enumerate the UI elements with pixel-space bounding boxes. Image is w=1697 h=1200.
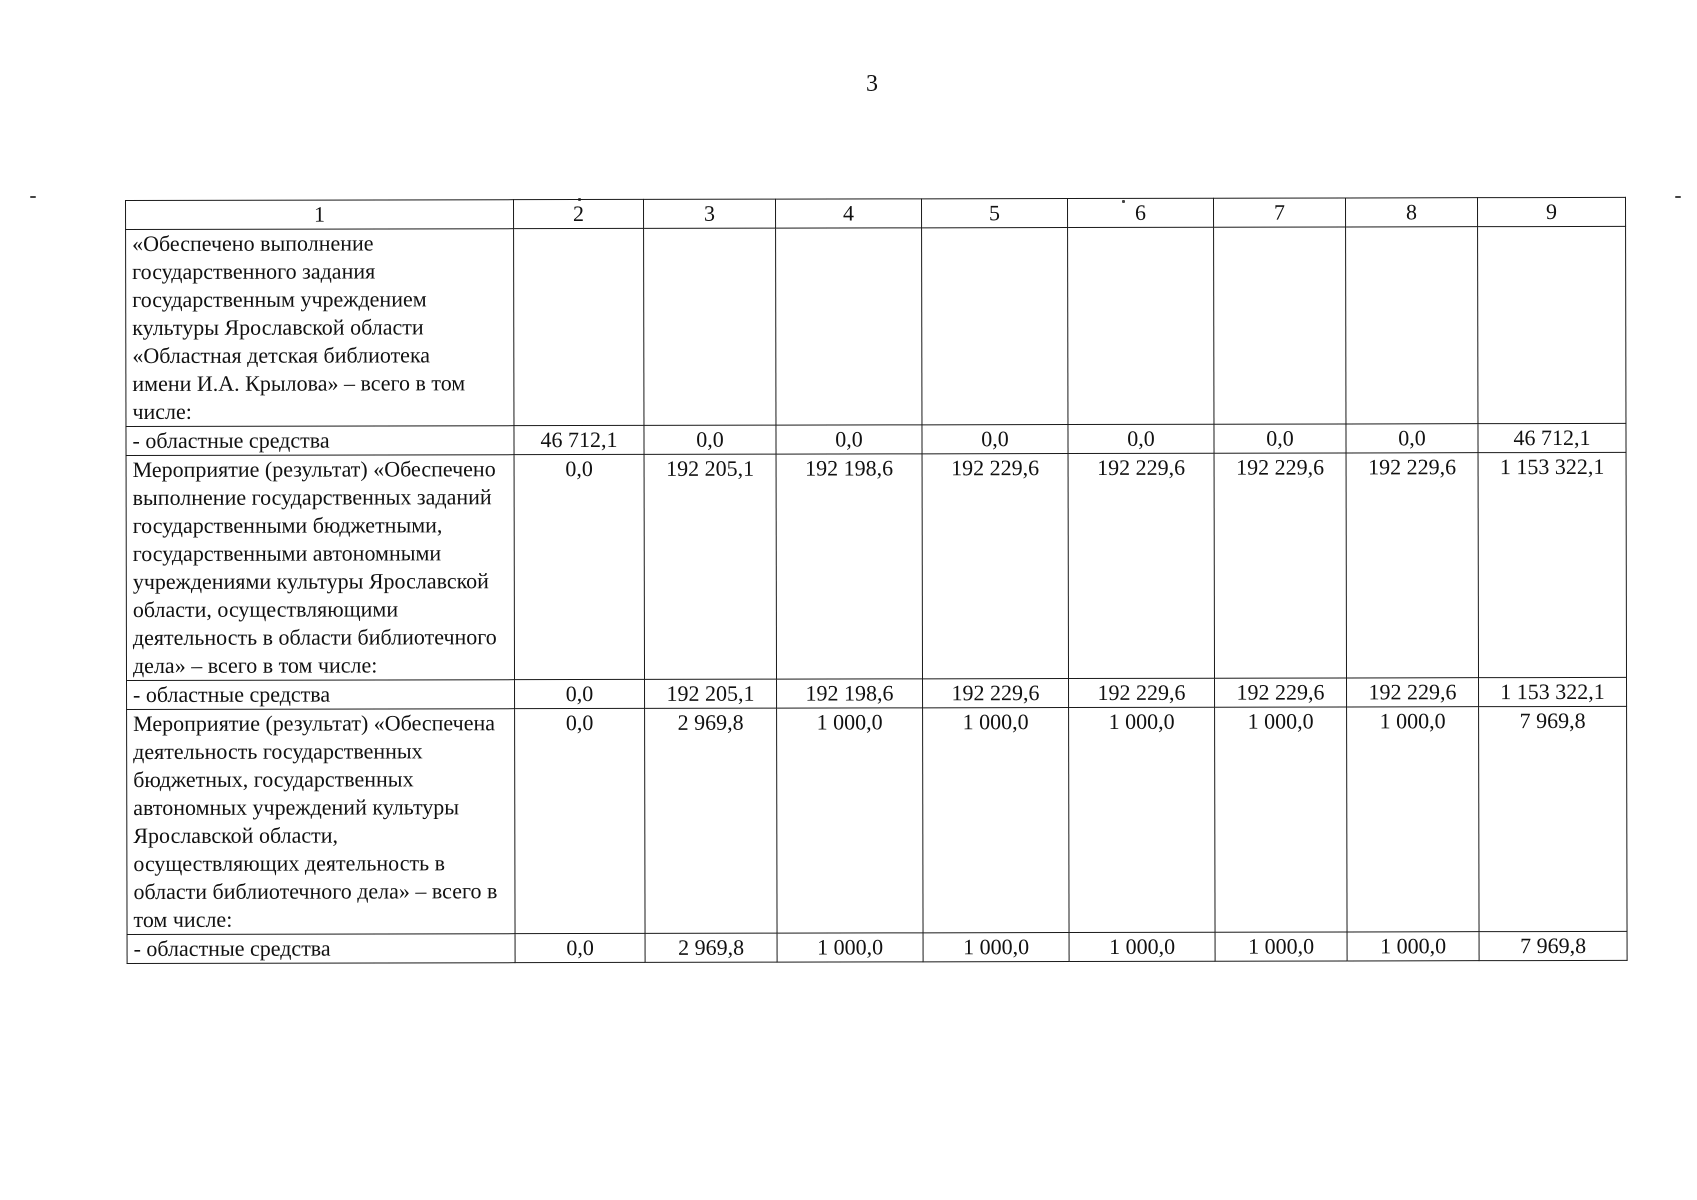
value-cell: 192 229,6 [923,679,1069,708]
value-cell: 0,0 [776,425,922,454]
page-number: 3 [866,71,878,97]
scan-speck [1675,196,1681,198]
value-cell: 192 229,6 [1068,453,1214,678]
row-description: Мероприятие (результат) «Обеспечена деятельность государственных бюджетных, государственных автономных учреждений культуры Ярославской области, осуществляющих деятельность в области библиотечного дела» – всего в том числе: [127,709,515,935]
value-cell: 1 000,0 [1069,932,1215,961]
value-cell: 0,0 [1214,424,1346,453]
row-description: - областные средства [126,426,514,456]
value-cell: 46 712,1 [1478,423,1626,452]
value-cell [922,228,1068,425]
value-cell: 1 000,0 [777,708,923,933]
value-cell: 1 000,0 [923,708,1069,933]
scan-speck [30,196,36,198]
header-cell: 6 [1067,198,1213,227]
header-cell: 4 [775,199,921,228]
value-cell: 7 969,8 [1479,931,1627,960]
value-cell [1478,226,1626,423]
value-cell: 192 205,1 [645,679,777,708]
value-cell: 46 712,1 [514,425,644,454]
table-row [127,706,1627,934]
value-cell: 1 000,0 [1347,932,1479,961]
value-cell: 1 153 322,1 [1478,452,1626,677]
value-cell [644,228,776,425]
value-cell: 192 229,6 [1346,453,1478,678]
table-row [126,452,1626,680]
value-cell: 192 229,6 [922,454,1068,679]
table-row [127,677,1627,709]
row-description: - областные средства [127,934,515,964]
value-cell: 1 000,0 [923,933,1069,962]
value-cell: 192 229,6 [1069,678,1215,707]
header-cell: 5 [921,199,1067,228]
value-cell: 2 969,8 [645,933,777,962]
table-row [127,931,1627,963]
value-cell: 0,0 [644,425,776,454]
header-row [126,197,1626,229]
header-cell: 9 [1477,197,1625,226]
value-cell: 1 000,0 [1215,932,1347,961]
value-cell: 2 969,8 [645,708,777,933]
value-cell: 1 000,0 [1069,707,1215,932]
table-row [126,423,1626,455]
value-cell: 1 000,0 [1347,707,1479,932]
value-cell: 0,0 [1068,424,1214,453]
value-cell: 1 153 322,1 [1479,677,1627,706]
value-cell: 1 000,0 [777,933,923,962]
table-row [126,226,1626,426]
value-cell [514,228,644,425]
value-cell: 192 229,6 [1215,678,1347,707]
value-cell: 7 969,8 [1479,706,1627,931]
value-cell: 192 198,6 [776,454,922,679]
header-cell: 2 [514,199,644,228]
value-cell: 192 198,6 [777,679,923,708]
value-cell: 192 229,6 [1214,453,1346,678]
value-cell: 1 000,0 [1215,707,1347,932]
header-cell: 1 [126,200,514,230]
header-cell: 3 [643,199,775,228]
value-cell: 0,0 [1346,424,1478,453]
value-cell: 0,0 [515,933,645,962]
row-description: «Обеспечено выполнение государственного задания государственным учреждением культуры Ярославской области «Областная детская библиотека имени И.А. Крылова» – всего в том числе: [126,229,514,427]
header-cell: 7 [1213,198,1345,227]
value-cell: 0,0 [515,679,645,708]
value-cell [1346,227,1478,424]
header-cell: 8 [1345,198,1477,227]
value-cell: 0,0 [922,425,1068,454]
budget-table [125,197,1628,964]
value-cell: 192 229,6 [1347,678,1479,707]
value-cell [776,228,922,425]
row-description: Мероприятие (результат) «Обеспечено выполнение государственных заданий государственными бюджетными, государственными автономными учреждениями культуры Ярославской области, осуществляющими деятельность в области библиотечного дела» – всего в том числе: [126,455,514,681]
value-cell: 192 205,1 [644,454,776,679]
value-cell [1068,227,1214,424]
value-cell: 0,0 [514,454,644,679]
value-cell [1214,227,1346,424]
value-cell: 0,0 [515,708,645,933]
row-description: - областные средства [127,680,515,710]
